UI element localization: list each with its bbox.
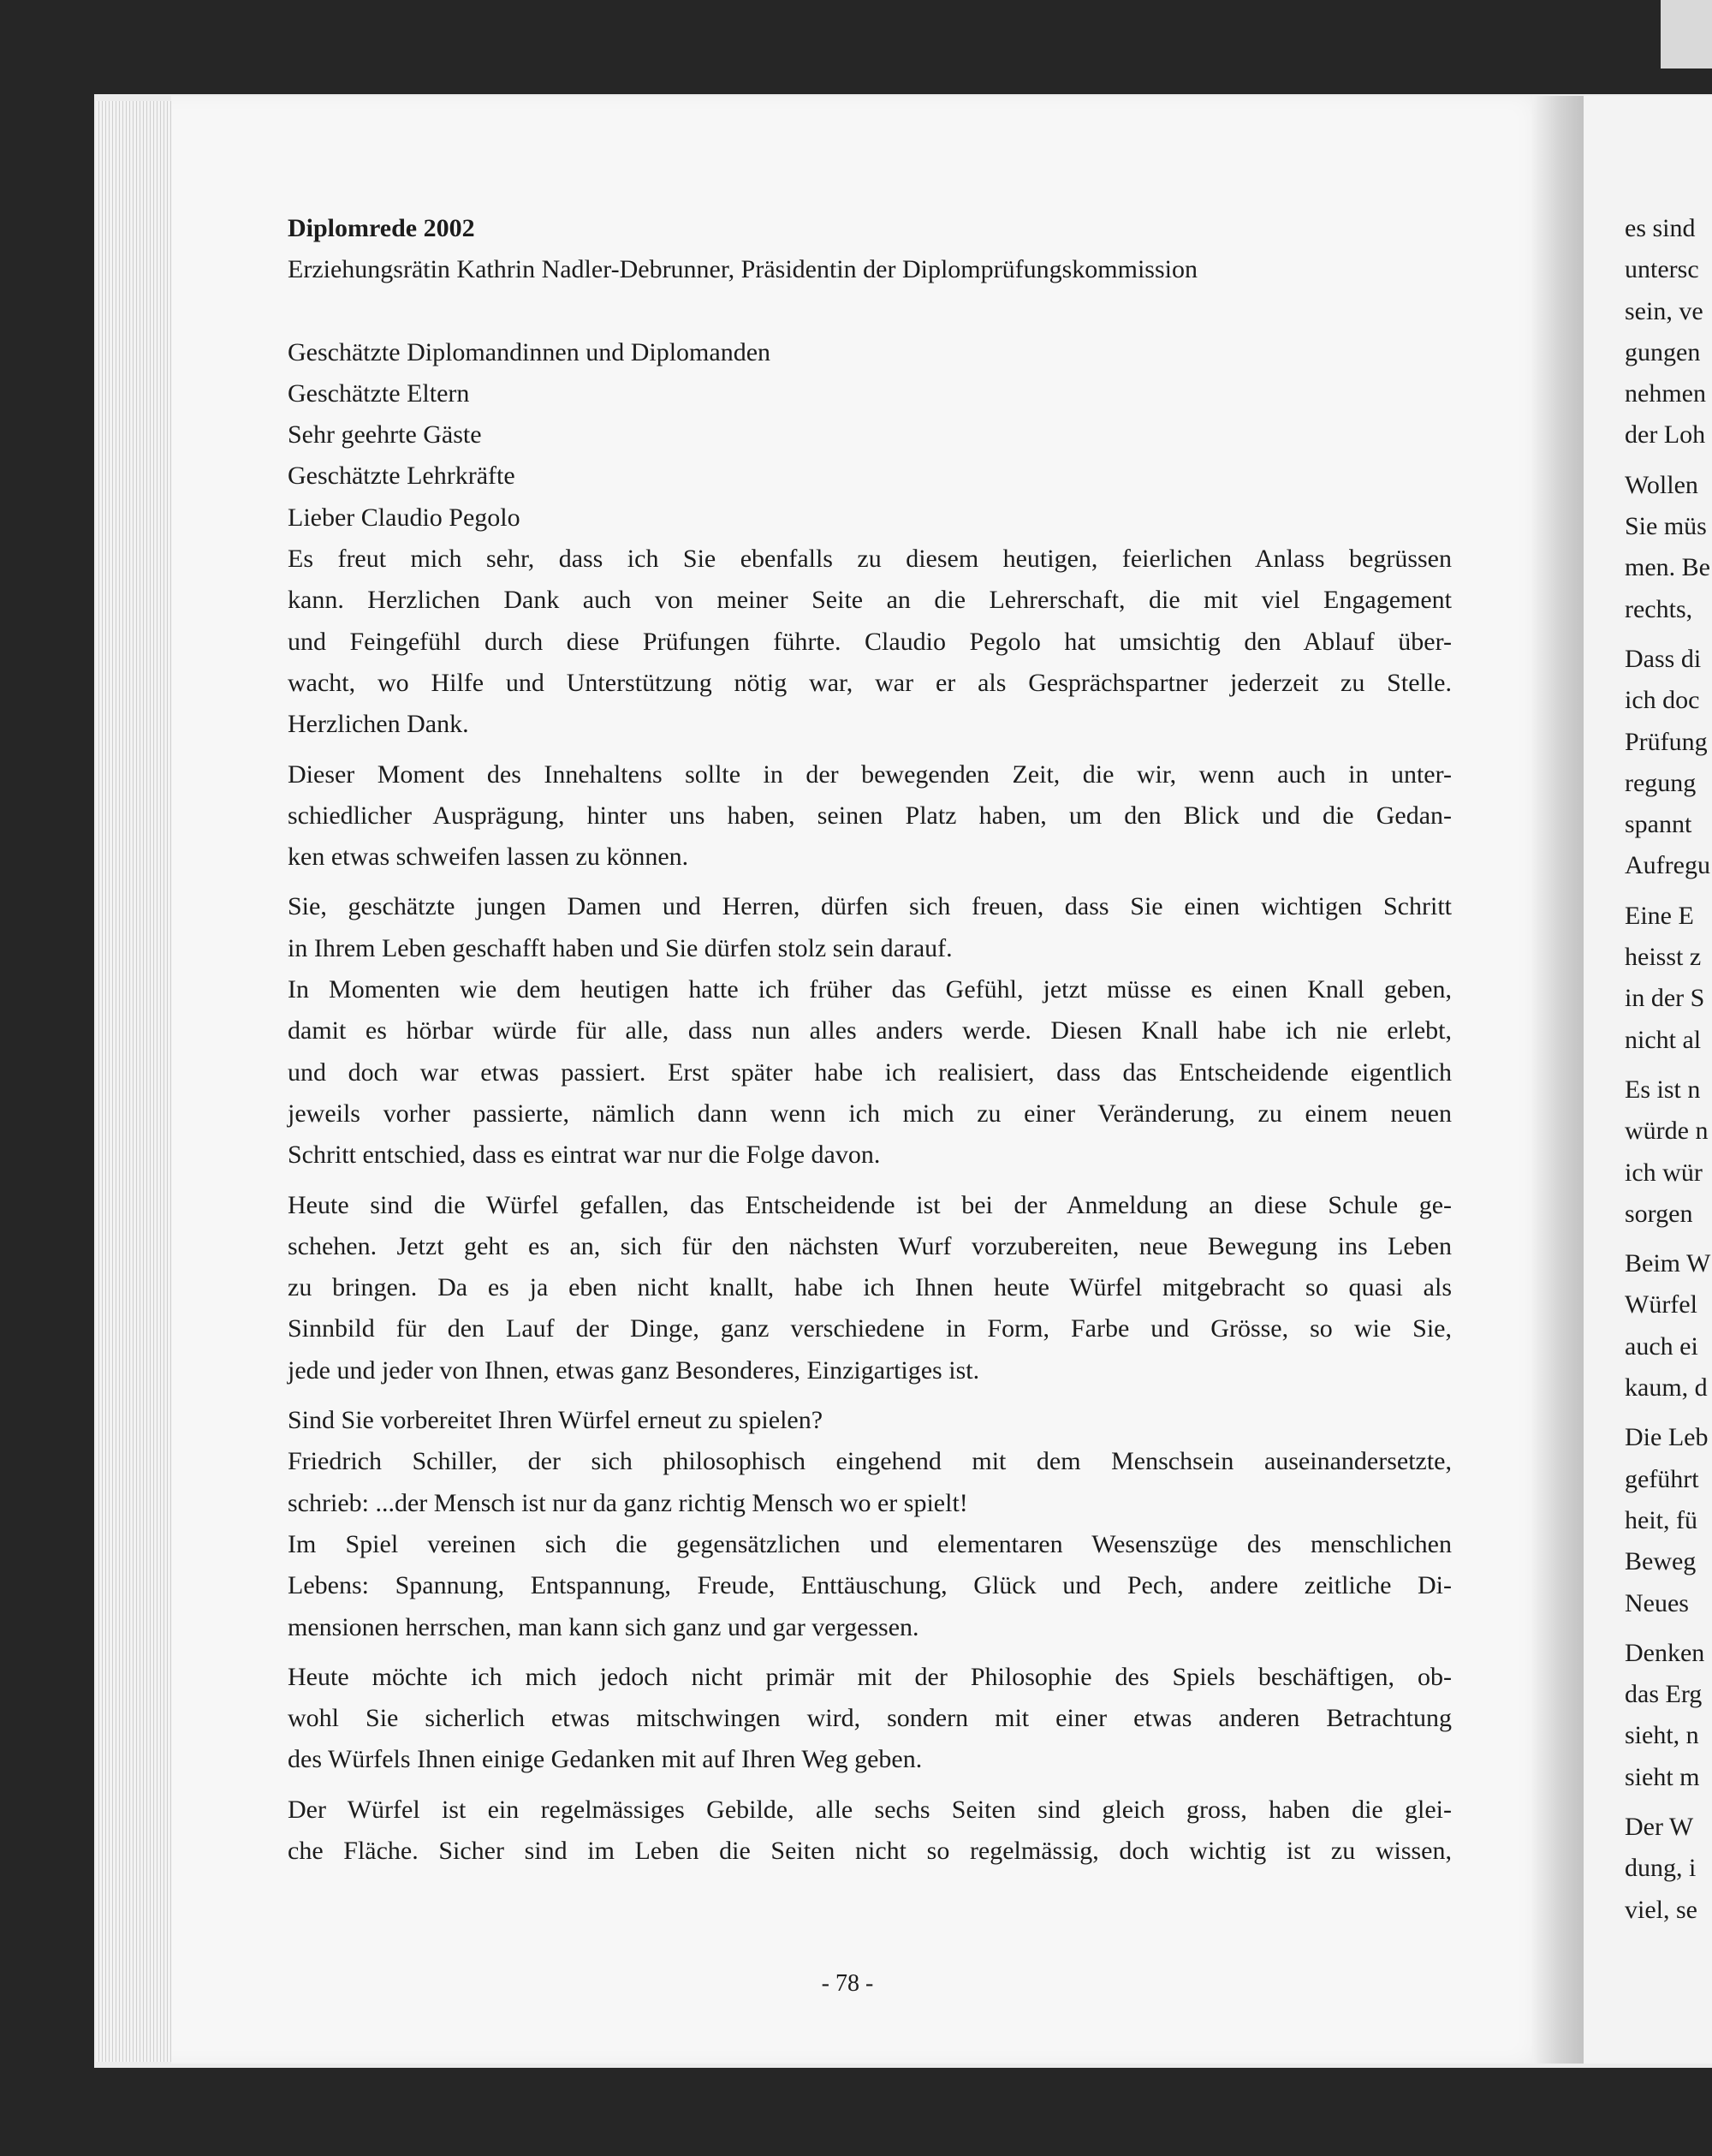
text-line: es sind bbox=[1625, 214, 1696, 242]
left-page-text bbox=[288, 208, 1452, 1872]
salutation-line: Geschätzte Lehrkräfte bbox=[288, 462, 515, 491]
text-line: untersc bbox=[1625, 255, 1699, 284]
paragraph bbox=[288, 754, 1452, 878]
salutation-line: Lieber Claudio Pegolo bbox=[288, 503, 520, 532]
text-line: Sinnbild für den Lauf der Dinge, ganz verschiedene in Form, Farbe und Grösse, so wie Sie, bbox=[288, 1314, 1452, 1343]
text-line: Der W bbox=[1625, 1812, 1694, 1841]
paragraph bbox=[288, 1400, 1452, 1441]
paragraph bbox=[288, 1524, 1452, 1648]
paragraph-spacer bbox=[1625, 630, 1712, 639]
page-stack-edges bbox=[96, 101, 177, 2062]
paragraph-spacer bbox=[1625, 1798, 1712, 1807]
paragraph-spacer bbox=[1625, 1624, 1712, 1633]
text-line: Die Leb bbox=[1625, 1423, 1709, 1452]
text-line: Es ist n bbox=[1625, 1075, 1701, 1104]
text-line: wohl Sie sicherlich etwas mitschwingen wird, sondern mit einer etwas anderen Betrachtung bbox=[288, 1704, 1452, 1733]
text-line: jeweils vorher passierte, nämlich dann wenn ich mich zu einer Veränderung, zu einem neuen bbox=[288, 1099, 1452, 1128]
text-line: regung bbox=[1625, 768, 1697, 797]
text-line: jede und jeder von Ihnen, etwas ganz Besonderes, Einzigartiges ist. bbox=[288, 1355, 980, 1385]
text-line: Lebens: Spannung, Entspannung, Freude, Enttäuschung, Glück und Pech, andere zeitliche Di- bbox=[288, 1571, 1452, 1600]
text-line: rechts, bbox=[1625, 594, 1693, 623]
text-line: Wollen bbox=[1625, 470, 1698, 499]
text-line: ken etwas schweifen lassen zu können. bbox=[288, 843, 689, 872]
text-line: Heute möchte ich mich jedoch nicht primär mit der Philosophie des Spiels beschäftigen, ob- bbox=[288, 1662, 1452, 1691]
text-line: sieht m bbox=[1625, 1762, 1700, 1791]
paragraph-spacer bbox=[288, 878, 1452, 886]
text-line: sieht, n bbox=[1625, 1721, 1699, 1750]
speech-title: Diplomrede 2002 bbox=[288, 214, 475, 242]
salutation-line: Geschätzte Eltern bbox=[288, 378, 470, 408]
text-line: in Ihrem Leben geschafft haben und Sie dürfen stolz sein darauf. bbox=[288, 933, 953, 962]
text-line: Heute sind die Würfel gefallen, das Entscheidende ist bei der Anmeldung an diese Schule ge- bbox=[288, 1190, 1452, 1219]
text-line: und doch war etwas passiert. Erst später habe ich realisiert, dass das Entscheidende eigentlich bbox=[288, 1057, 1452, 1087]
text-line: viel, se bbox=[1625, 1895, 1697, 1924]
text-line: spannt bbox=[1625, 810, 1692, 839]
text-line: heit, fü bbox=[1625, 1505, 1697, 1534]
paragraph-spacer bbox=[1625, 456, 1712, 465]
text-line: würde n bbox=[1625, 1117, 1709, 1146]
paragraph-spacer bbox=[1625, 1061, 1712, 1069]
text-line: wacht, wo Hilfe und Unterstützung nötig war, war er als Gesprächspartner jederzeit zu Stelle. bbox=[288, 668, 1452, 697]
text-line: Beweg bbox=[1625, 1547, 1697, 1576]
paragraph-spacer bbox=[288, 1781, 1452, 1790]
text-line: Schritt entschied, dass es eintrat war nur die Folge davon. bbox=[288, 1141, 881, 1170]
paragraph-spacer bbox=[288, 1176, 1452, 1185]
paragraph-spacer bbox=[1625, 1409, 1712, 1417]
text-line: das Erg bbox=[1625, 1680, 1703, 1709]
text-line: gungen bbox=[1625, 337, 1701, 366]
paragraph-spacer bbox=[288, 1391, 1452, 1400]
text-line: ich doc bbox=[1625, 686, 1700, 715]
text-line: Im Spiel vereinen sich die gegensätzlichen und elementaren Wesenszüge des menschlichen bbox=[288, 1529, 1452, 1558]
text-line: sein, ve bbox=[1625, 296, 1703, 325]
text-line: Der Würfel ist ein regelmässiges Gebilde, alle sechs Seiten sind gleich gross, haben die glei- bbox=[288, 1795, 1452, 1824]
text-line: Neues bbox=[1625, 1588, 1689, 1617]
paragraph bbox=[288, 1441, 1452, 1524]
text-line: kaum, d bbox=[1625, 1373, 1708, 1403]
text-line: Friedrich Schiller, der sich philosophisch eingehend mit dem Menschsein auseinandersetzte, bbox=[288, 1447, 1452, 1476]
paragraph bbox=[288, 1657, 1452, 1781]
salutation-line: Sehr geehrte Gäste bbox=[288, 420, 482, 450]
text-line: zu bringen. Da es ja eben nicht knallt, habe ich Ihnen heute Würfel mitgebracht so quasi als bbox=[288, 1273, 1452, 1302]
text-line: kann. Herzlichen Dank auch von meiner Seite an die Lehrerschaft, die mit viel Engagement bbox=[288, 586, 1452, 615]
text-line: schehen. Jetzt geht es an, sich für den nächsten Wurf vorzubereiten, neue Bewegung ins Leben bbox=[288, 1231, 1452, 1260]
salutation-line: Geschätzte Diplomandinnen und Diplomanden bbox=[288, 337, 771, 366]
paragraph-spacer bbox=[1625, 887, 1712, 896]
text-line: Sind Sie vorbereitet Ihren Würfel erneut zu spielen? bbox=[288, 1406, 823, 1435]
text-line: men. Be bbox=[1625, 553, 1710, 582]
text-line: der Loh bbox=[1625, 420, 1706, 450]
paragraph bbox=[288, 886, 1452, 969]
text-line: Eine E bbox=[1625, 901, 1694, 930]
text-line: damit es hörbar würde für alle, dass nun alles anders werde. Diesen Knall habe ich nie erlebt, bbox=[288, 1016, 1452, 1045]
text-line: auch ei bbox=[1625, 1331, 1698, 1361]
paragraph-spacer bbox=[288, 1648, 1452, 1657]
text-line: geführt bbox=[1625, 1464, 1699, 1493]
text-line: in der S bbox=[1625, 984, 1705, 1013]
text-line: che Fläche. Sicher sind im Leben die Seiten nicht so regelmässig, doch wichtig ist zu wissen, bbox=[288, 1836, 1452, 1865]
text-line: Beim W bbox=[1625, 1249, 1711, 1278]
text-line: mensionen herrschen, man kann sich ganz und gar vergessen. bbox=[288, 1612, 919, 1641]
blank-line bbox=[288, 291, 1452, 332]
text-line: Prüfung bbox=[1625, 727, 1708, 756]
text-line: Sie müs bbox=[1625, 512, 1707, 541]
text-line: Sie, geschätzte jungen Damen und Herren, dürfen sich freuen, dass Sie einen wichtigen Schritt bbox=[288, 892, 1452, 921]
text-line: dung, i bbox=[1625, 1854, 1697, 1883]
text-line: des Würfels Ihnen einige Gedanken mit auf Ihren Weg geben. bbox=[288, 1745, 923, 1774]
text-line: Denken bbox=[1625, 1638, 1705, 1667]
text-line: In Momenten wie dem heutigen hatte ich früher das Gefühl, jetzt müsse es einen Knall geben, bbox=[288, 975, 1452, 1004]
paragraph bbox=[288, 1185, 1452, 1391]
text-line: nicht al bbox=[1625, 1025, 1702, 1054]
text-line: schrieb: ...der Mensch ist nur da ganz richtig Mensch wo er spielt! bbox=[288, 1488, 968, 1517]
paragraph bbox=[288, 969, 1452, 1176]
text-line: Würfel bbox=[1625, 1290, 1697, 1319]
paragraph bbox=[288, 539, 1452, 745]
book-gutter bbox=[1532, 96, 1584, 2064]
paragraph-spacer bbox=[288, 746, 1452, 754]
text-line: Aufregu bbox=[1625, 851, 1710, 880]
scan-edge-strip bbox=[1661, 0, 1712, 68]
text-line: ich wür bbox=[1625, 1158, 1703, 1187]
text-line: und Feingefühl durch diese Prüfungen führte. Claudio Pegolo hat umsichtig den Ablauf über- bbox=[288, 627, 1452, 656]
text-line: Es freut mich sehr, dass ich Sie ebenfalls zu diesem heutigen, feierlichen Anlass begrüssen bbox=[288, 545, 1452, 574]
text-line: nehmen bbox=[1625, 379, 1706, 408]
text-line: Herzlichen Dank. bbox=[288, 710, 469, 739]
text-line: Dieser Moment des Innehaltens sollte in der bewegenden Zeit, die wir, wenn auch in unter- bbox=[288, 759, 1452, 789]
paragraph-spacer bbox=[1625, 1235, 1712, 1243]
salutation-block bbox=[288, 332, 1452, 539]
text-line: Dass di bbox=[1625, 644, 1702, 673]
speech-author: Erziehungsrätin Kathrin Nadler-Debrunner, Präsidentin der Diplomprüfungskommission bbox=[288, 255, 1198, 284]
paragraph bbox=[288, 1790, 1452, 1873]
text-line: sorgen bbox=[1625, 1199, 1693, 1228]
right-page-text bbox=[1625, 208, 1712, 1931]
text-line: heisst z bbox=[1625, 943, 1702, 972]
text-line: schiedlicher Ausprägung, hinter uns haben, seinen Platz haben, um den Blick und die Gedan- bbox=[288, 801, 1452, 830]
page-number: - 78 - bbox=[821, 1970, 874, 1997]
